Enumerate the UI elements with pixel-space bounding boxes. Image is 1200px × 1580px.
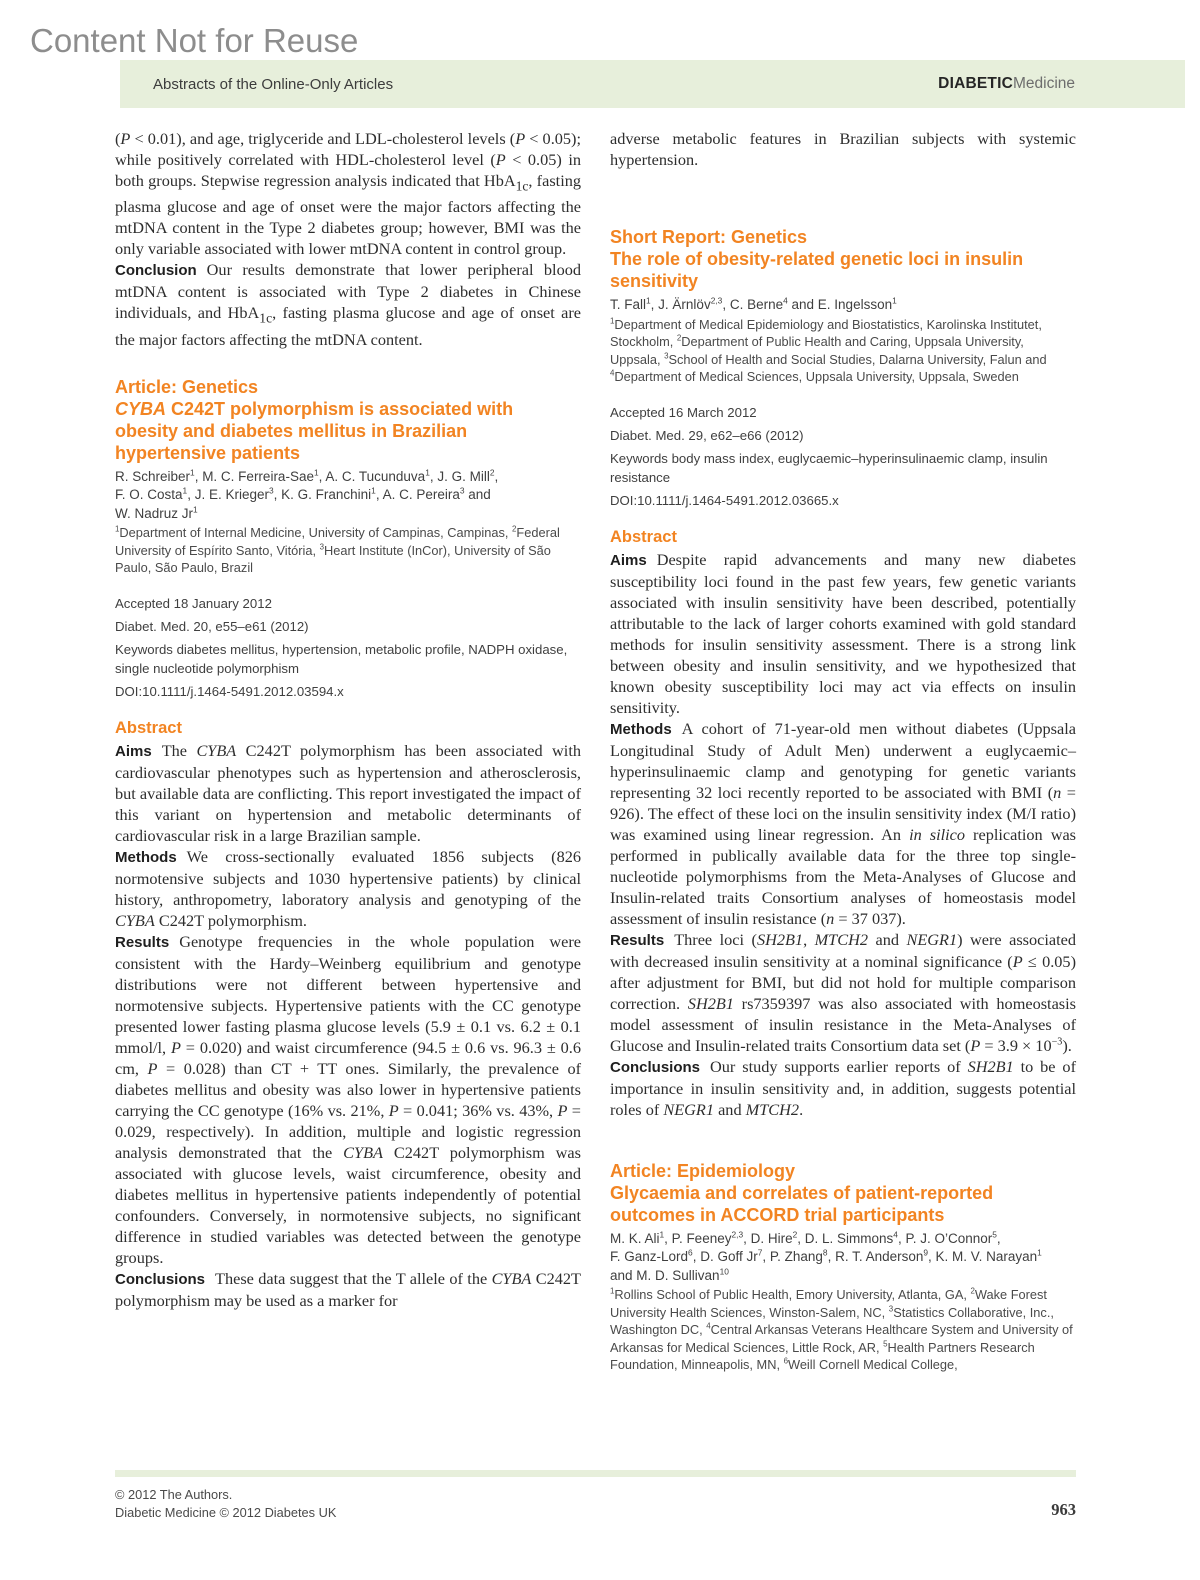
- journal-logo-light: Medicine: [1012, 75, 1075, 92]
- abstract-section-aims: [610, 549, 1076, 718]
- article-meta: [115, 594, 581, 701]
- article-authors: R. Schreiber$^1$, M. C. Ferreira-Sae$^1$, A. C. Tucunduva$^1$, J. G. Mill$^2$, F. O. Costa$^1$, J. E. Krieger$^3$, K. G. Franchini$^1$, A. C. Pereira$^3$ and W. Nadruz Jr$^1$: [115, 467, 499, 521]
- run-in-label: Conclusion: [115, 262, 197, 280]
- footer-copyright: [115, 1486, 336, 1522]
- article-kicker: Article: Genetics: [115, 376, 259, 397]
- journal-logo-bold: DIABETIC: [938, 75, 1013, 92]
- header-section-title: Abstracts of the Online-Only Articles: [153, 75, 394, 93]
- section-label: Aims: [115, 742, 152, 760]
- abstract-section-methods: [115, 846, 581, 931]
- section-label: Conclusions: [610, 1058, 701, 1076]
- article-title: CYBA C242T polymorphism is associated with obesity and diabetes mellitus in Brazilian hypertensive patients: [115, 398, 514, 463]
- article-affiliations: $^1$Department of Medical Epidemiology and Biostatistics, Karolinska Institutet, Stockholm, $^2$Department of Public Health and Caring, Uppsala University, Uppsala, $^3$School of Health and Social Studies, Dalarna University, Falun and $^4$Department of Medical Sciences, Uppsala University, Uppsala, Sweden: [610, 316, 1047, 384]
- section-text: Our study supports earlier reports of SH2B1 to be of importance in insulin sensitivity and, in addition, suggests potential roles of NEGR1 and MTCH2.: [610, 1056, 1076, 1119]
- accepted-date: Accepted 18 January 2012: [115, 595, 272, 611]
- citation: Diabet. Med. 29, e62–e66 (2012): [610, 427, 804, 443]
- continued-paragraph: [115, 128, 581, 259]
- abstract-section-results: [610, 929, 1076, 1056]
- footer-rule: [115, 1470, 1076, 1477]
- section-label: Results: [610, 931, 665, 949]
- journal-logo: [938, 75, 1075, 93]
- citation: Diabet. Med. 20, e55–e61 (2012): [115, 618, 309, 634]
- paragraph-text: Our results demonstrate that lower peripheral blood mtDNA content is associated with Type 2 diabetes in Chinese individuals, and HbA$_{1c}$, fasting plasma glucose and age of onset are the major factors affecting the mtDNA content.: [115, 260, 581, 349]
- article-authors: T. Fall$^1$, J. Ärnlöv$^{2,3}$, C. Berne$^4$ and E. Ingelsson$^1$: [610, 295, 897, 312]
- paragraph-text: (P < 0.01), and age, triglyceride and LDL-cholesterol levels (P < 0.05); while positively correlated with HDL-cholesterol level (P < 0.05) in both groups. Stepwise regression analysis indicated that HbA$_{1c}$, fasting plasma glucose and age of onset were the major factors affecting the mtDNA content in the Type 2 diabetes group; however, BMI was the only variable associated with lower mtDNA content in control group.: [115, 129, 581, 259]
- copyright-line-2: Diabetic Medicine © 2012 Diabetes UK: [115, 1505, 337, 1520]
- page-number: 963: [1051, 1500, 1076, 1519]
- abstract-section-aims: [115, 740, 581, 846]
- left-column: [115, 128, 581, 1311]
- abstract-heading: Abstract: [115, 718, 182, 737]
- article-affiliations: $^1$Rollins School of Public Health, Emory University, Atlanta, GA, $^2$Wake Forest University Health Sciences, Winston-Salem, NC, $^3$Statistics Collaborative, Inc., Washington DC, $^4$Central Arkansas Veterans Healthcare System and University of Arkansas for Medical Sciences, Little Rock, AR, $^5$Health Partners Research Foundation, Minneapolis, MN, $^6$Weill Cornell Medical College,: [610, 1286, 1073, 1372]
- keywords: Keywords diabetes mellitus, hypertension, metabolic profile, NADPH oxidase, single nucleotide polymorphism: [115, 641, 568, 676]
- header-band: [120, 60, 1185, 108]
- abstract-section-results: [115, 931, 581, 1268]
- conclusion-paragraph: [115, 259, 581, 349]
- article-authors: M. K. Ali$^1$, P. Feeney$^{2,3}$, D. Hire$^2$, D. L. Simmons$^4$, P. J. O’Connor$^5$, F. Ganz-Lord$^6$, D. Goff Jr$^7$, P. Zhang$^8$, R. T. Anderson$^9$, K. M. V. Narayan$^1$ and M. D. Sullivan$^{10}$: [610, 1229, 1042, 1283]
- abstract-section-conclusions: [610, 1056, 1076, 1120]
- article-meta: [610, 403, 1076, 510]
- section-label: Aims: [610, 551, 647, 569]
- doi: DOI:10.1111/j.1464-5491.2012.03665.x: [610, 492, 839, 508]
- section-text: Three loci (SH2B1, MTCH2 and NEGR1) were associated with decreased insulin sensitivity at a nominal significance (P ≤ 0.05) after adjustment for BMI, but did not hold for multiple comparison correction. SH2B1 rs7359397 was also associated with homeostasis model assessment of insulin resistance in the Meta-Analyses of Glucose and Insulin-related traits Consortium data set $(P = 3.9 \times 10^{-3})$.: [610, 929, 1077, 1055]
- watermark-text: Content Not for Reuse: [30, 22, 359, 59]
- article-kicker: Article: Epidemiology: [610, 1160, 796, 1181]
- section-label: Conclusions: [115, 1270, 206, 1288]
- section-text: A cohort of 71-year-old men without diabetes (Uppsala Longitudinal Study of Adult Men) underwent a euglycaemic–hyperinsulinaemic clamp and genotyping for genetic variants representing 32 loci recently reported to be associated with BMI (n = 926). The effect of these loci on the insulin sensitivity index (M/I ratio) was examined using linear regression. An in silico replication was performed in publically available data for the three top single-nucleotide polymorphisms from the Meta-Analyses of Glucose and Insulin-related traits Consortium analyses of homeostasis model assessment of insulin resistance (n = 37 037).: [610, 718, 1077, 928]
- article-title: The role of obesity-related genetic loci in insulin sensitivity: [610, 249, 1024, 291]
- article-heading-epidemiology: [610, 1160, 1076, 1226]
- article-title: Glycaemia and correlates of patient-reported outcomes in ACCORD trial participants: [610, 1182, 994, 1225]
- paragraph-text: adverse metabolic features in Brazilian subjects with systemic hypertension.: [610, 129, 1076, 169]
- section-label: Results: [115, 933, 170, 951]
- section-label: Methods: [610, 720, 672, 738]
- doi: DOI:10.1111/j.1464-5491.2012.03594.x: [115, 683, 344, 699]
- right-column: [610, 128, 1076, 1374]
- abstract-heading: Abstract: [610, 527, 677, 546]
- accepted-date: Accepted 16 March 2012: [610, 404, 757, 420]
- section-text: Genotype frequencies in the whole population were consistent with the Hardy–Weinberg equilibrium and genotype distributions were not different between hypertensive and normotensive subjects. Hypertensive patients with the CC genotype presented lower fasting plasma glucose levels (5.9 ± 0.1 vs. 6.2 ± 0.1 mmol/l, P = 0.020) and waist circumference (94.5 ± 0.6 vs. 96.3 ± 0.6 cm, P = 0.028) than CT + TT ones. Similarly, the prevalence of diabetes mellitus and obesity was also lower in hypertensive patients carrying the CC genotype (16% vs. 21%, P = 0.041; 36% vs. 43%, P = 0.029, respectively). In addition, multiple and logistic regression analysis demonstrated that the CYBA C242T polymorphism was associated with glucose levels, waist circumference, obesity and diabetes mellitus in hypertensive patients independently of potential confounders. Conversely, in normotensive subjects, no significant difference in studied variables was detected between the genotype groups.: [115, 931, 582, 1267]
- abstract-section-conclusions: [115, 1268, 581, 1311]
- keywords: Keywords body mass index, euglycaemic–hyperinsulinaemic clamp, insulin resistance: [610, 450, 1048, 485]
- section-label: Methods: [115, 848, 177, 866]
- section-text: We cross-sectionally evaluated 1856 subjects (826 normotensive subjects and 1030 hypertensive patients) by clinical history, anthropometry, laboratory analysis and genotyping of the CYBA C242T polymorphism.: [115, 846, 581, 930]
- article-kicker: Short Report: Genetics: [610, 227, 808, 247]
- section-text: The CYBA C242T polymorphism has been associated with cardiovascular phenotypes such as hypertension and atherosclerosis, but available data are conflicting. This report investigated the impact of this variant on hypertension and metabolic determinants of cardiovascular risk in a large Brazilian sample.: [115, 740, 581, 845]
- copyright-line-1: © 2012 The Authors.: [115, 1487, 233, 1502]
- section-text: These data suggest that the T allele of the CYBA C242T polymorphism may be used as a marker for: [115, 1268, 581, 1310]
- article-heading-short-report: [610, 226, 1076, 292]
- article-affiliations: $^1$Department of Internal Medicine, University of Campinas, Campinas, $^2$Federal University of Espírito Santo, Vitória, $^3$Heart Institute (InCor), University of São Paulo, São Paulo, Brazil: [115, 524, 560, 575]
- abstract-section-methods: [610, 718, 1076, 929]
- continued-paragraph: [610, 128, 1076, 170]
- section-text: Despite rapid advancements and many new diabetes susceptibility loci found in the past few years, few genetic variants associated with insulin sensitivity have been described, potentially attributable to the lack of larger cohorts examined with gold standard methods for insulin sensitivity assessment. There is a strong link between obesity and insulin sensitivity, and we hypothesized that known obesity susceptibility loci may act via effects on insulin sensitivity.: [610, 549, 1076, 717]
- article-heading-genetics: [115, 376, 581, 464]
